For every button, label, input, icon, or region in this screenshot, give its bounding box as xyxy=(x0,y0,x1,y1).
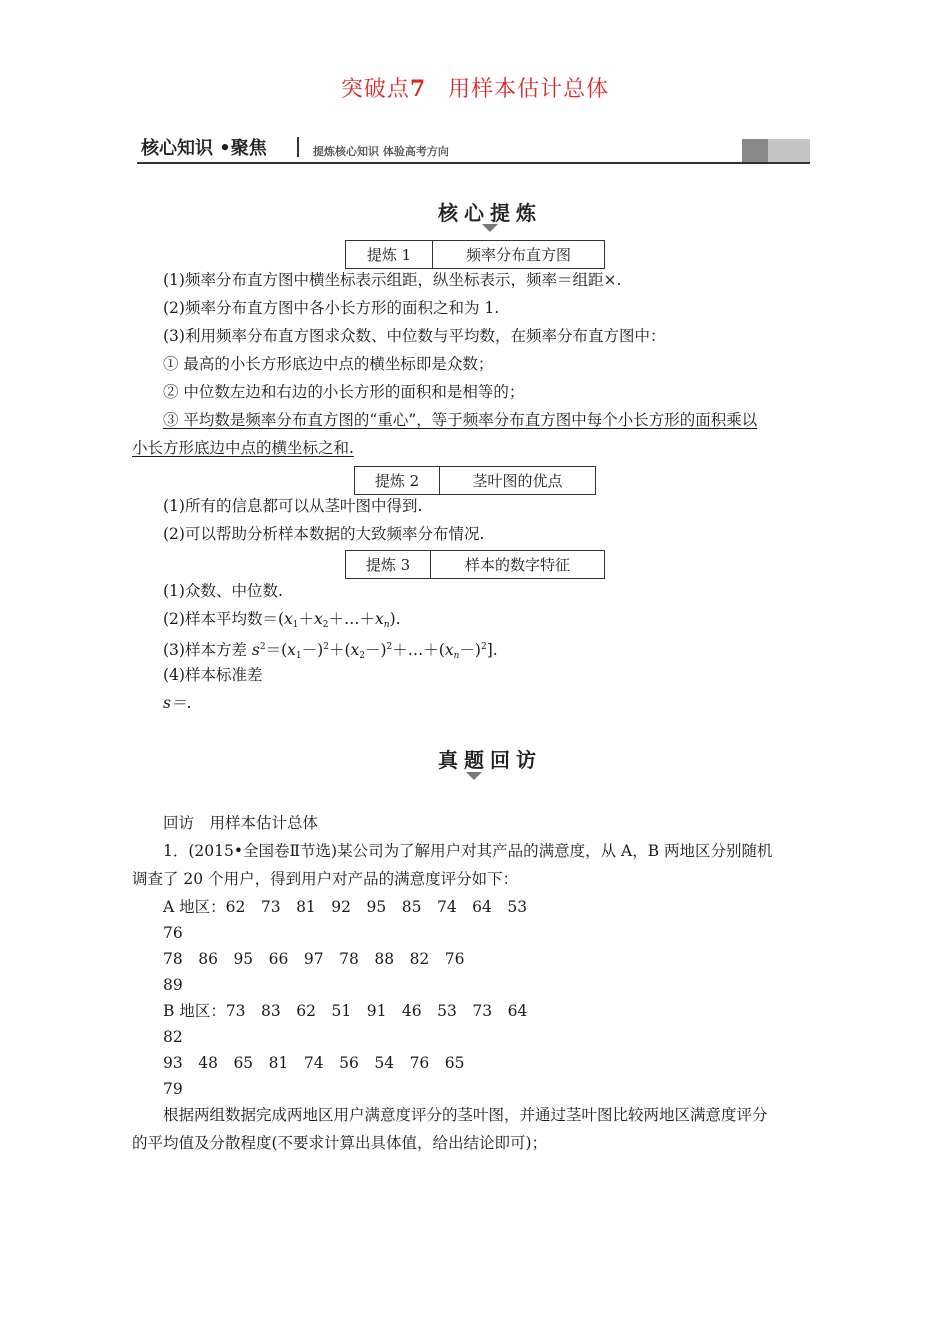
tip3-label: 提炼 3 xyxy=(346,551,431,578)
tip1-box xyxy=(345,240,605,269)
variance-formula-prefix: (3)样本方差 xyxy=(163,641,252,659)
section-heading-revisit: 真题回访 xyxy=(438,748,542,772)
data-line-1: A 地区：62 73 81 92 95 85 74 64 53 xyxy=(163,898,528,916)
data-line-4: 89 xyxy=(163,976,183,994)
tip3-line-4: (4)样本标准差 xyxy=(163,666,263,684)
tip2-box xyxy=(354,466,596,495)
mean-formula-prefix: (2)样本平均数＝( xyxy=(163,610,285,628)
data-line-6: 82 xyxy=(163,1028,183,1046)
banner-light-block xyxy=(768,139,810,162)
closing-line-2: 的平均值及分散程度(不要求计算出具体值，给出结论即可)； xyxy=(132,1134,548,1152)
tip2-line-1: (1)所有的信息都可以从茎叶图中得到. xyxy=(163,497,423,515)
tip2-line-2: (2)可以帮助分析样本数据的大致频率分布情况. xyxy=(163,525,485,543)
question-line-1: 1．(2015•全国卷Ⅱ节选)某公司为了解用户对其产品的满意度，从 A，B 两地区分别随机 xyxy=(163,842,773,860)
tip2-title: 茎叶图的优点 xyxy=(472,472,563,490)
tip3-line-3: (3)样本方差 $s^2=(x_1-)^2+(x_2-)^2+\dots+(x_n-)^2$]. xyxy=(163,641,498,661)
tip3-line-5: s＝. xyxy=(163,694,192,712)
tip2-label: 提炼 2 xyxy=(355,467,440,494)
tip1-line-6: ③ 平均数是频率分布直方图的“重心”，等于频率分布直方图中每个小长方形的面积乘以 xyxy=(163,411,758,429)
tip1-line-5: ② 中位数左边和右边的小长方形的面积和是相等的； xyxy=(163,383,525,401)
section-banner xyxy=(137,134,810,164)
tip3-box xyxy=(345,550,605,579)
tip3-line-1: (1)众数、中位数. xyxy=(163,582,283,600)
data-line-8: 79 xyxy=(163,1080,183,1098)
data-line-7: 93 48 65 81 74 56 54 76 65 xyxy=(163,1054,465,1072)
title-topic: 用样本估计总体 xyxy=(448,77,610,102)
triangle-down-icon xyxy=(482,224,498,232)
banner-rule xyxy=(137,162,810,164)
data-line-5: B 地区：73 83 62 51 91 46 53 73 64 xyxy=(163,1002,528,1020)
title-prefix: 突破点 xyxy=(340,77,410,102)
tip1-title: 频率分布直方图 xyxy=(465,246,571,264)
banner-dark-block xyxy=(742,139,768,162)
tip1-line-1: (1)频率分布直方图中横坐标表示组距，纵坐标表示，频率＝组距×. xyxy=(163,271,622,289)
page-title xyxy=(0,72,950,103)
tip1-line-4: ① 最高的小长方形底边中点的横坐标即是众数； xyxy=(163,355,494,373)
tip1-line-2: (2)频率分布直方图中各小长方形的面积之和为 1. xyxy=(163,299,500,317)
data-line-3: 78 86 95 66 97 78 88 82 76 xyxy=(163,950,465,968)
tip1-line-3: (3)利用频率分布直方图求众数、中位数与平均数，在频率分布直方图中： xyxy=(163,327,666,345)
section-heading-core: 核心提炼 xyxy=(438,201,542,225)
question-line-2: 调查了 20 个用户，得到用户对产品的满意度评分如下： xyxy=(132,870,519,888)
tip3-title: 样本的数字特征 xyxy=(464,556,570,574)
banner-main-label: 核心知识 •聚焦 xyxy=(141,138,267,159)
banner-sub-label: 提炼核心知识 体验高考方向 xyxy=(313,145,449,158)
tip1-label: 提炼 1 xyxy=(346,241,433,268)
revisit-heading: 回访 用样本估计总体 xyxy=(163,814,319,832)
triangle-down-icon xyxy=(466,772,482,780)
tip3-line-2: (2)样本平均数$=(x_1+x_2+\dots+x_n)$. xyxy=(163,610,401,630)
title-number: 7 xyxy=(409,76,427,102)
data-line-2: 76 xyxy=(163,924,183,942)
closing-line-1: 根据两组数据完成两地区用户满意度评分的茎叶图，并通过茎叶图比较两地区满意度评分 xyxy=(163,1106,768,1124)
tip1-line-7: 小长方形底边中点的横坐标之和. xyxy=(132,439,354,457)
banner-divider xyxy=(297,137,299,157)
